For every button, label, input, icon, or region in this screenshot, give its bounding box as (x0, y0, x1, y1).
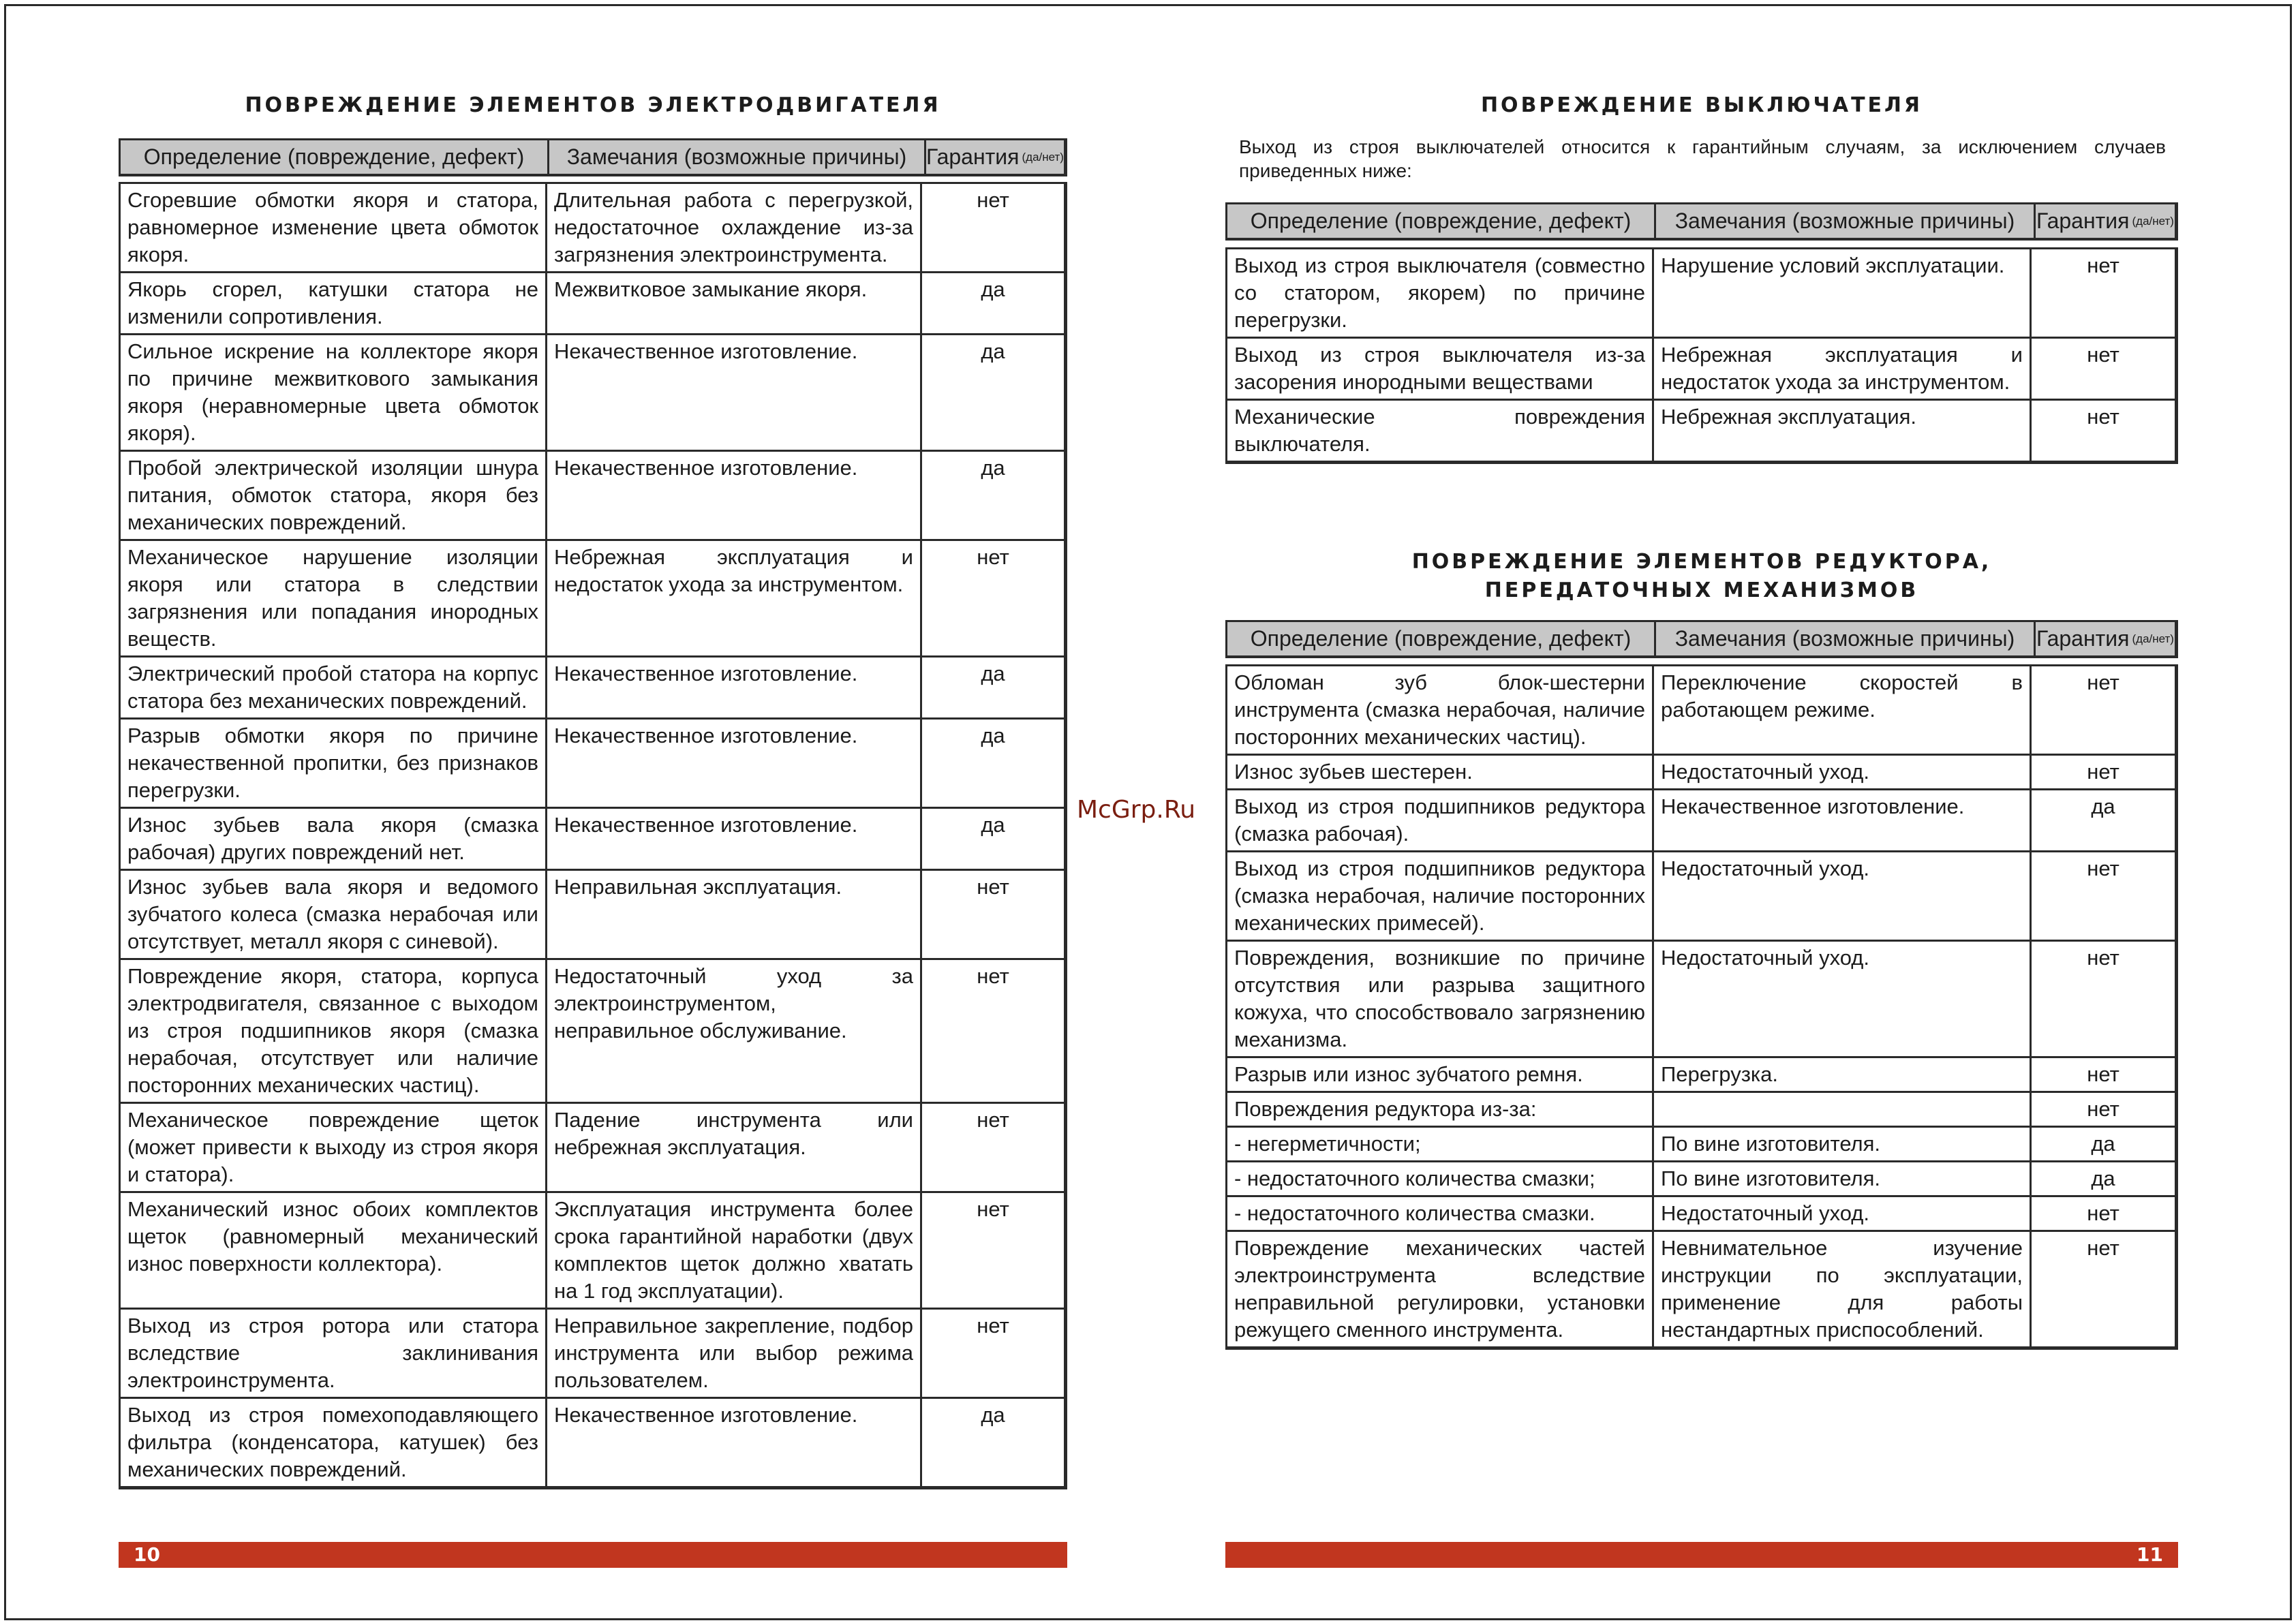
warranty-cell: да (2031, 1162, 2177, 1196)
table-row (1227, 1092, 2177, 1127)
definition-cell: Механическое повреждение щеток (может привести к выходу из строя якоря и статора). (120, 1103, 547, 1192)
table-row (1227, 249, 2177, 338)
remarks-cell: По вине изготовителя. (1653, 1162, 2031, 1196)
warranty-cell: нет (2031, 941, 2177, 1057)
header-remarks: Замечания (возможные причины) (549, 140, 926, 174)
definition-cell: Обломан зуб блок-шестерни инструмента (смазка нерабочая, наличие посторонних механических частиц). (1227, 666, 1653, 755)
definition-cell: Разрыв обмотки якоря по причине некачественной пропитки, без признаков перегрузки. (120, 719, 547, 808)
definition-cell: Электрический пробой статора на корпус статора без механических повреждений. (120, 657, 547, 719)
table-row (1227, 755, 2177, 790)
remarks-cell: Недостаточный уход за электроинструментом, неправильное обслуживание. (547, 959, 921, 1103)
table-row (120, 870, 1066, 959)
table-row (120, 1309, 1066, 1398)
definition-cell: Выход из строя ротора или статора вследствие заклинивания электроинструмента. (120, 1309, 547, 1398)
warranty-cell: да (921, 1398, 1066, 1488)
warranty-cell: да (2031, 790, 2177, 852)
warranty-cell: нет (2031, 1092, 2177, 1127)
definition-cell: Выход из строя подшипников редуктора (смазка рабочая). (1227, 790, 1653, 852)
remarks-cell: Некачественное изготовление. (547, 657, 921, 719)
warranty-cell: да (2031, 1127, 2177, 1162)
definition-cell: Выход из строя выключателя (совместно со статором, якорем) по причине перегрузки. (1227, 249, 1653, 338)
page-footer-bar (119, 1542, 1067, 1568)
warranty-cell: нет (921, 870, 1066, 959)
remarks-cell: Неправильная эксплуатация. (547, 870, 921, 959)
warranty-cell: нет (921, 1192, 1066, 1309)
table-row (120, 808, 1066, 870)
definition-cell: Пробой электрической изоляции шнура питания, обмоток статора, якоря без механических повреждений. (120, 451, 547, 540)
table-row (1227, 941, 2177, 1057)
remarks-cell: Небрежная эксплуатация. (1653, 400, 2031, 463)
table-row (120, 273, 1066, 335)
header-definition: Определение (повреждение, дефект) (121, 140, 549, 174)
table-row (1227, 1127, 2177, 1162)
header-warranty-note: (да/нет) (1022, 150, 1064, 164)
remarks-cell: Недостаточный уход. (1653, 1196, 2031, 1231)
header-remarks: Замечания (возможные причины) (1656, 204, 2036, 238)
warranty-cell: нет (921, 183, 1066, 273)
page-number: 11 (2137, 1543, 2163, 1566)
warranty-cell: нет (2031, 852, 2177, 941)
remarks-cell: Падение инструмента или небрежная эксплуатация. (547, 1103, 921, 1192)
motor-damage-table (119, 182, 1067, 1489)
table-row (1227, 666, 2177, 755)
table-row (1227, 400, 2177, 463)
table-row (120, 1103, 1066, 1192)
table-row (120, 959, 1066, 1103)
remarks-cell: Переключение скоростей в работающем режиме. (1653, 666, 2031, 755)
table-row (120, 1192, 1066, 1309)
header-definition: Определение (повреждение, дефект) (1227, 204, 1656, 238)
remarks-cell: Некачественное изготовление. (547, 1398, 921, 1488)
remarks-cell (1653, 1092, 2031, 1127)
watermark-text: McGrp.Ru (1077, 796, 1196, 824)
remarks-cell: Невнимательное изучение инструкции по эксплуатации, применение для работы нестандартных приспособлений. (1653, 1231, 2031, 1348)
remarks-cell: Недостаточный уход. (1653, 941, 2031, 1057)
warranty-cell: да (921, 451, 1066, 540)
left-page (119, 0, 1067, 1623)
warranty-cell: нет (921, 1309, 1066, 1398)
warranty-cell: нет (2031, 1231, 2177, 1348)
table-row (120, 719, 1066, 808)
warranty-cell: нет (2031, 249, 2177, 338)
table-row (120, 451, 1066, 540)
remarks-cell: Небрежная эксплуатация и недостаток ухода за инструментом. (547, 540, 921, 657)
remarks-cell: Некачественное изготовление. (547, 808, 921, 870)
definition-cell: Механическое нарушение изоляции якоря или статора в следствии загрязнения или попадания инородных веществ. (120, 540, 547, 657)
remarks-cell: Нарушение условий эксплуатации. (1653, 249, 2031, 338)
header-warranty-label: Гарантия (2036, 626, 2130, 651)
table-row (1227, 1057, 2177, 1092)
definition-cell: - недостаточного количества смазки. (1227, 1196, 1653, 1231)
header-warranty-label: Гарантия (926, 144, 1020, 169)
remarks-cell: По вине изготовителя. (1653, 1127, 2031, 1162)
definition-cell: Сгоревшие обмотки якоря и статора, равномерное изменение цвета обмоток якоря. (120, 183, 547, 273)
remarks-cell: Неправильное закрепление, подбор инструмента или выбор режима пользователем. (547, 1309, 921, 1398)
definition-cell: Повреждение якоря, статора, корпуса электродвигателя, связанное с выходом из строя подшипников якоря (смазка нерабочая, отсутствует или наличие посторонних механических частиц). (120, 959, 547, 1103)
table-row (1227, 790, 2177, 852)
right-page (1225, 0, 2178, 1623)
definition-cell: Механические повреждения выключателя. (1227, 400, 1653, 463)
definition-cell: Разрыв или износ зубчатого ремня. (1227, 1057, 1653, 1092)
remarks-cell: Недостаточный уход. (1653, 755, 2031, 790)
warranty-cell: нет (2031, 666, 2177, 755)
table-row (120, 540, 1066, 657)
warranty-cell: да (921, 335, 1066, 451)
warranty-cell: нет (2031, 400, 2177, 463)
warranty-cell: да (921, 273, 1066, 335)
header-warranty (2036, 622, 2175, 655)
left-section-title: ПОВРЕЖДЕНИЕ ЭЛЕМЕНТОВ ЭЛЕКТРОДВИГАТЕЛЯ (245, 93, 941, 117)
remarks-cell: Перегрузка. (1653, 1057, 2031, 1092)
header-warranty (2036, 204, 2175, 238)
table-row (120, 1398, 1066, 1488)
header-warranty (926, 140, 1064, 174)
remarks-cell: Длительная работа с перегрузкой, недостаточное охлаждение из-за загрязнения электроинструмента. (547, 183, 921, 273)
table-row (1227, 1231, 2177, 1348)
definition-cell: Износ зубьев шестерен. (1227, 755, 1653, 790)
gear-table-header (1225, 620, 2178, 658)
definition-cell: - негерметичности; (1227, 1127, 1653, 1162)
remarks-cell: Некачественное изготовление. (547, 335, 921, 451)
header-definition: Определение (повреждение, дефект) (1227, 622, 1656, 655)
definition-cell: Выход из строя выключателя из-за засорения инородными веществами (1227, 338, 1653, 400)
warranty-cell: да (921, 719, 1066, 808)
definition-cell: Износ зубьев вала якоря и ведомого зубчатого колеса (смазка нерабочая или отсутствует, металл якоря с синевой). (120, 870, 547, 959)
switch-damage-table (1225, 247, 2178, 464)
warranty-cell: нет (921, 1103, 1066, 1192)
table-row (1227, 338, 2177, 400)
table-row (120, 657, 1066, 719)
table-row (120, 183, 1066, 273)
definition-cell: Повреждения редуктора из-за: (1227, 1092, 1653, 1127)
definition-cell: Износ зубьев вала якоря (смазка рабочая) других повреждений нет. (120, 808, 547, 870)
gear-damage-table (1225, 664, 2178, 1350)
warranty-cell: нет (2031, 755, 2177, 790)
table-row (1227, 1196, 2177, 1231)
table-row (120, 335, 1066, 451)
header-warranty-note: (да/нет) (2132, 632, 2174, 645)
remarks-cell: Некачественное изготовление. (547, 451, 921, 540)
warranty-cell: да (921, 808, 1066, 870)
definition-cell: Выход из строя помехоподавляющего фильтра (конденсатора, катушек) без механических повреждений. (120, 1398, 547, 1488)
warranty-cell: да (921, 657, 1066, 719)
definition-cell: Повреждение механических частей электроинструмента вследствие неправильной регулировки, установки режущего сменного инструмента. (1227, 1231, 1653, 1348)
remarks-cell: Межвитковое замыкание якоря. (547, 273, 921, 335)
remarks-cell: Недостаточный уход. (1653, 852, 2031, 941)
definition-cell: Механический износ обоих комплектов щеток (равномерный механический износ поверхности коллектора). (120, 1192, 547, 1309)
page-footer-bar (1225, 1542, 2178, 1568)
page-number: 10 (134, 1543, 160, 1566)
warranty-cell: нет (921, 540, 1066, 657)
switch-section-title: ПОВРЕЖДЕНИЕ ВЫКЛЮЧАТЕЛЯ (1480, 93, 1923, 117)
gear-section-title-line2: ПЕРЕДАТОЧНЫХ МЕХАНИЗМОВ (1484, 578, 1919, 602)
header-remarks: Замечания (возможные причины) (1656, 622, 2036, 655)
warranty-cell: нет (2031, 1057, 2177, 1092)
switch-intro-text: Выход из строя выключателей относится к гарантийным случаям, за исключением случаев приведенных ниже: (1239, 136, 2166, 181)
motor-table-header (119, 138, 1067, 176)
definition-cell: Выход из строя подшипников редуктора (смазка нерабочая, наличие посторонних механических примесей). (1227, 852, 1653, 941)
table-row (1227, 852, 2177, 941)
definition-cell: - недостаточного количества смазки; (1227, 1162, 1653, 1196)
definition-cell: Повреждения, возникшие по причине отсутствия или разрыва защитного кожуха, что способствовало загрязнению механизма. (1227, 941, 1653, 1057)
switch-table-header (1225, 202, 2178, 241)
remarks-cell: Небрежная эксплуатация и недостаток ухода за инструментом. (1653, 338, 2031, 400)
table-row (1227, 1162, 2177, 1196)
warranty-cell: нет (2031, 338, 2177, 400)
remarks-cell: Некачественное изготовление. (547, 719, 921, 808)
header-warranty-note: (да/нет) (2132, 214, 2174, 228)
remarks-cell: Некачественное изготовление. (1653, 790, 2031, 852)
gear-section-title-line1: ПОВРЕЖДЕНИЕ ЭЛЕМЕНТОВ РЕДУКТОРА, (1411, 550, 1992, 574)
definition-cell: Якорь сгорел, катушки статора не изменили сопротивления. (120, 273, 547, 335)
warranty-cell: нет (921, 959, 1066, 1103)
warranty-cell: нет (2031, 1196, 2177, 1231)
remarks-cell: Эксплуатация инструмента более срока гарантийной наработки (двух комплектов щеток должно хватать на 1 год эксплуатации). (547, 1192, 921, 1309)
definition-cell: Сильное искрение на коллекторе якоря по причине межвиткового замыкания якоря (неравномерные цвета обмоток якоря). (120, 335, 547, 451)
header-warranty-label: Гарантия (2036, 208, 2130, 233)
